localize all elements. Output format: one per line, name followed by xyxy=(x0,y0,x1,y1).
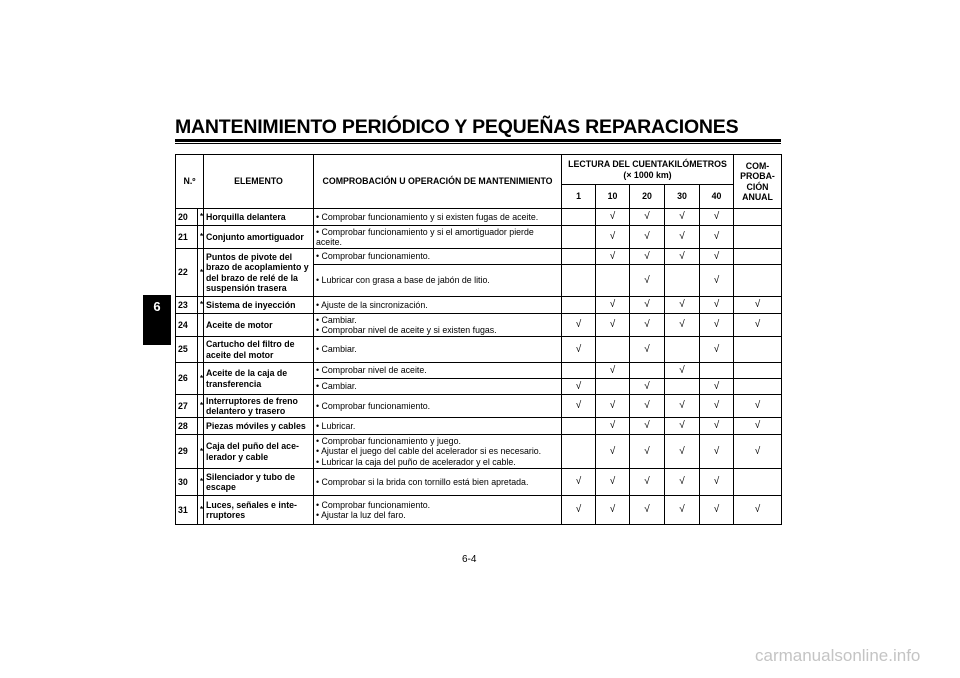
title-rule xyxy=(175,139,781,142)
table-row xyxy=(176,395,782,418)
row-asterisk: * xyxy=(198,363,204,395)
annual-check-cell xyxy=(734,337,782,363)
page-title: MANTENIMIENTO PERIÓDICO Y PEQUEÑAS REPARACIONES xyxy=(175,116,739,138)
row-element: Aceite de la caja de transferencia xyxy=(204,363,314,395)
header-annual xyxy=(734,155,782,209)
row-operation xyxy=(314,418,562,435)
check-cell: √ xyxy=(596,418,630,435)
operation-line: • Lubricar con grasa a base de jabón de litio. xyxy=(316,275,559,285)
check-cell xyxy=(562,226,596,249)
operation-line: • Ajustar la luz del faro. xyxy=(316,510,559,520)
annual-check-cell xyxy=(734,265,782,297)
row-asterisk: * xyxy=(198,395,204,418)
check-cell: √ xyxy=(562,379,596,395)
check-cell: √ xyxy=(665,249,700,265)
check-cell: √ xyxy=(665,297,700,314)
check-cell: √ xyxy=(630,226,665,249)
check-cell: √ xyxy=(700,209,734,226)
header-annual-line1: COM- xyxy=(745,161,770,172)
check-cell xyxy=(665,337,700,363)
header-km-1: 1 xyxy=(562,185,596,209)
operation-line: • Cambiar. xyxy=(316,344,559,354)
check-cell: √ xyxy=(596,314,630,337)
table-row xyxy=(176,226,782,249)
row-asterisk: * xyxy=(198,496,204,525)
check-cell: √ xyxy=(596,226,630,249)
annual-check-cell xyxy=(734,226,782,249)
row-element: Interruptores de freno delantero y trasero xyxy=(204,395,314,418)
check-cell: √ xyxy=(630,496,665,525)
check-cell: √ xyxy=(700,314,734,337)
check-cell xyxy=(665,379,700,395)
operation-line: • Cambiar. xyxy=(316,315,559,325)
check-cell: √ xyxy=(596,249,630,265)
operation-line: • Lubricar. xyxy=(316,421,559,431)
title-rule-thin xyxy=(175,143,781,144)
header-annual-line4: ANUAL xyxy=(742,191,773,202)
check-cell xyxy=(562,265,596,297)
row-number: 28 xyxy=(176,418,198,435)
annual-check-cell xyxy=(734,209,782,226)
header-annual-line2: PROBA- xyxy=(740,171,775,182)
row-operation xyxy=(314,496,562,525)
operation-line: • Comprobar funcionamiento. xyxy=(316,500,559,510)
table-row xyxy=(176,337,782,363)
check-cell: √ xyxy=(700,435,734,469)
row-number: 22 xyxy=(176,249,198,297)
row-operation xyxy=(314,314,562,337)
check-cell: √ xyxy=(700,395,734,418)
check-cell: √ xyxy=(700,297,734,314)
row-operation xyxy=(314,395,562,418)
operation-line: • Comprobar funcionamiento y si el amortiguador pierde aceite. xyxy=(316,227,559,247)
check-cell xyxy=(596,337,630,363)
table-body xyxy=(176,209,782,525)
check-cell: √ xyxy=(562,337,596,363)
check-cell: √ xyxy=(665,435,700,469)
row-element: Luces, señales e inte-rruptores xyxy=(204,496,314,525)
operation-line: • Lubricar la caja del puño de acelerador y el cable. xyxy=(316,457,559,467)
check-cell: √ xyxy=(665,469,700,496)
operation-line: • Comprobar nivel de aceite. xyxy=(316,365,559,375)
row-number: 26 xyxy=(176,363,198,395)
row-operation xyxy=(314,226,562,249)
row-element: Silenciador y tubo de escape xyxy=(204,469,314,496)
header-km-30: 30 xyxy=(665,185,700,209)
operation-line: • Comprobar funcionamiento. xyxy=(316,251,559,261)
check-cell xyxy=(700,363,734,379)
check-cell: √ xyxy=(562,395,596,418)
check-cell: √ xyxy=(665,209,700,226)
maintenance-table xyxy=(175,154,782,525)
row-operation xyxy=(314,435,562,469)
annual-check-cell xyxy=(734,249,782,265)
header-annual-line3: CIÓN xyxy=(746,181,769,192)
check-cell: √ xyxy=(562,496,596,525)
check-cell: √ xyxy=(630,435,665,469)
row-number: 23 xyxy=(176,297,198,314)
check-cell: √ xyxy=(630,379,665,395)
row-operation xyxy=(314,265,562,297)
header-km-10: 10 xyxy=(596,185,630,209)
page-number: 6-4 xyxy=(462,554,477,565)
check-cell: √ xyxy=(665,226,700,249)
check-cell: √ xyxy=(630,249,665,265)
row-number: 21 xyxy=(176,226,198,249)
check-cell: √ xyxy=(630,297,665,314)
row-operation xyxy=(314,379,562,395)
table-row xyxy=(176,418,782,435)
row-element: Caja del puño del ace-lerador y cable xyxy=(204,435,314,469)
check-cell: √ xyxy=(700,249,734,265)
row-asterisk: * xyxy=(198,209,204,226)
row-operation xyxy=(314,469,562,496)
operation-line: • Comprobar si la brida con tornillo está bien apretada. xyxy=(316,477,559,487)
check-cell: √ xyxy=(700,226,734,249)
row-operation xyxy=(314,297,562,314)
row-operation xyxy=(314,209,562,226)
check-cell: √ xyxy=(596,363,630,379)
table-row xyxy=(176,297,782,314)
row-element: Conjunto amortiguador xyxy=(204,226,314,249)
row-number: 25 xyxy=(176,337,198,363)
table-row xyxy=(176,249,782,265)
row-operation xyxy=(314,249,562,265)
operation-line: • Ajuste de la sincronización. xyxy=(316,300,559,310)
check-cell: √ xyxy=(700,337,734,363)
check-cell: √ xyxy=(630,265,665,297)
row-asterisk: * xyxy=(198,226,204,249)
row-element: Cartucho del filtro de aceite del motor xyxy=(204,337,314,363)
check-cell xyxy=(630,363,665,379)
row-asterisk: * xyxy=(198,435,204,469)
check-cell: √ xyxy=(630,209,665,226)
annual-check-cell: √ xyxy=(734,496,782,525)
row-element: Sistema de inyección xyxy=(204,297,314,314)
check-cell: √ xyxy=(596,395,630,418)
annual-check-cell xyxy=(734,363,782,379)
check-cell: √ xyxy=(665,314,700,337)
operation-line: • Comprobar funcionamiento y si existen fugas de aceite. xyxy=(316,212,559,222)
chapter-tab: 6 xyxy=(143,295,171,345)
annual-check-cell: √ xyxy=(734,418,782,435)
watermark: carmanualsonline.info xyxy=(755,646,921,665)
row-operation xyxy=(314,337,562,363)
row-element: Piezas móviles y cables xyxy=(204,418,314,435)
row-element: Aceite de motor xyxy=(204,314,314,337)
operation-line: • Comprobar funcionamiento y juego. xyxy=(316,436,559,446)
annual-check-cell: √ xyxy=(734,435,782,469)
check-cell xyxy=(562,297,596,314)
check-cell: √ xyxy=(596,469,630,496)
header-odometer-line1: LECTURA DEL CUENTAKILÓMETROS xyxy=(568,159,727,170)
table-row xyxy=(176,314,782,337)
check-cell: √ xyxy=(700,418,734,435)
header-operation: COMPROBACIÓN U OPERACIÓN DE MANTENIMIENTO xyxy=(314,155,562,209)
row-asterisk: * xyxy=(198,469,204,496)
check-cell: √ xyxy=(596,209,630,226)
check-cell xyxy=(562,249,596,265)
table-row xyxy=(176,435,782,469)
row-asterisk: * xyxy=(198,297,204,314)
check-cell: √ xyxy=(630,395,665,418)
check-cell: √ xyxy=(562,314,596,337)
row-asterisk: * xyxy=(198,249,204,297)
header-odometer-line2: (× 1000 km) xyxy=(623,169,672,180)
check-cell: √ xyxy=(665,496,700,525)
check-cell xyxy=(562,418,596,435)
row-number: 24 xyxy=(176,314,198,337)
operation-line: • Comprobar funcionamiento. xyxy=(316,401,559,411)
header-element: ELEMENTO xyxy=(204,155,314,209)
check-cell: √ xyxy=(630,418,665,435)
check-cell: √ xyxy=(700,469,734,496)
row-element: Horquilla delantera xyxy=(204,209,314,226)
table-row xyxy=(176,209,782,226)
check-cell xyxy=(562,209,596,226)
check-cell: √ xyxy=(596,435,630,469)
check-cell: √ xyxy=(665,363,700,379)
header-km-40: 40 xyxy=(700,185,734,209)
row-number: 29 xyxy=(176,435,198,469)
operation-line: • Cambiar. xyxy=(316,381,559,391)
check-cell: √ xyxy=(700,496,734,525)
check-cell xyxy=(596,379,630,395)
check-cell: √ xyxy=(630,337,665,363)
check-cell: √ xyxy=(665,395,700,418)
table-row xyxy=(176,496,782,525)
annual-check-cell: √ xyxy=(734,297,782,314)
annual-check-cell: √ xyxy=(734,395,782,418)
row-number: 20 xyxy=(176,209,198,226)
table-row xyxy=(176,469,782,496)
annual-check-cell xyxy=(734,379,782,395)
check-cell xyxy=(665,265,700,297)
check-cell xyxy=(596,265,630,297)
annual-check-cell xyxy=(734,469,782,496)
row-element: Puntos de pivote del brazo de acoplamiento y del brazo de relé de la suspensión trasera xyxy=(204,249,314,297)
check-cell: √ xyxy=(596,297,630,314)
header-km-20: 20 xyxy=(630,185,665,209)
row-operation xyxy=(314,363,562,379)
check-cell: √ xyxy=(700,379,734,395)
check-cell: √ xyxy=(630,469,665,496)
annual-check-cell: √ xyxy=(734,314,782,337)
check-cell xyxy=(562,435,596,469)
operation-line: • Comprobar nivel de aceite y si existen fugas. xyxy=(316,325,559,335)
row-number: 31 xyxy=(176,496,198,525)
check-cell: √ xyxy=(700,265,734,297)
header-number: N.º xyxy=(176,155,204,209)
header-odometer xyxy=(562,155,734,185)
operation-line: • Ajustar el juego del cable del acelerador si es necesario. xyxy=(316,446,559,456)
check-cell: √ xyxy=(596,496,630,525)
check-cell: √ xyxy=(630,314,665,337)
row-number: 27 xyxy=(176,395,198,418)
check-cell: √ xyxy=(562,469,596,496)
table-row xyxy=(176,363,782,379)
check-cell: √ xyxy=(665,418,700,435)
row-number: 30 xyxy=(176,469,198,496)
check-cell xyxy=(562,363,596,379)
